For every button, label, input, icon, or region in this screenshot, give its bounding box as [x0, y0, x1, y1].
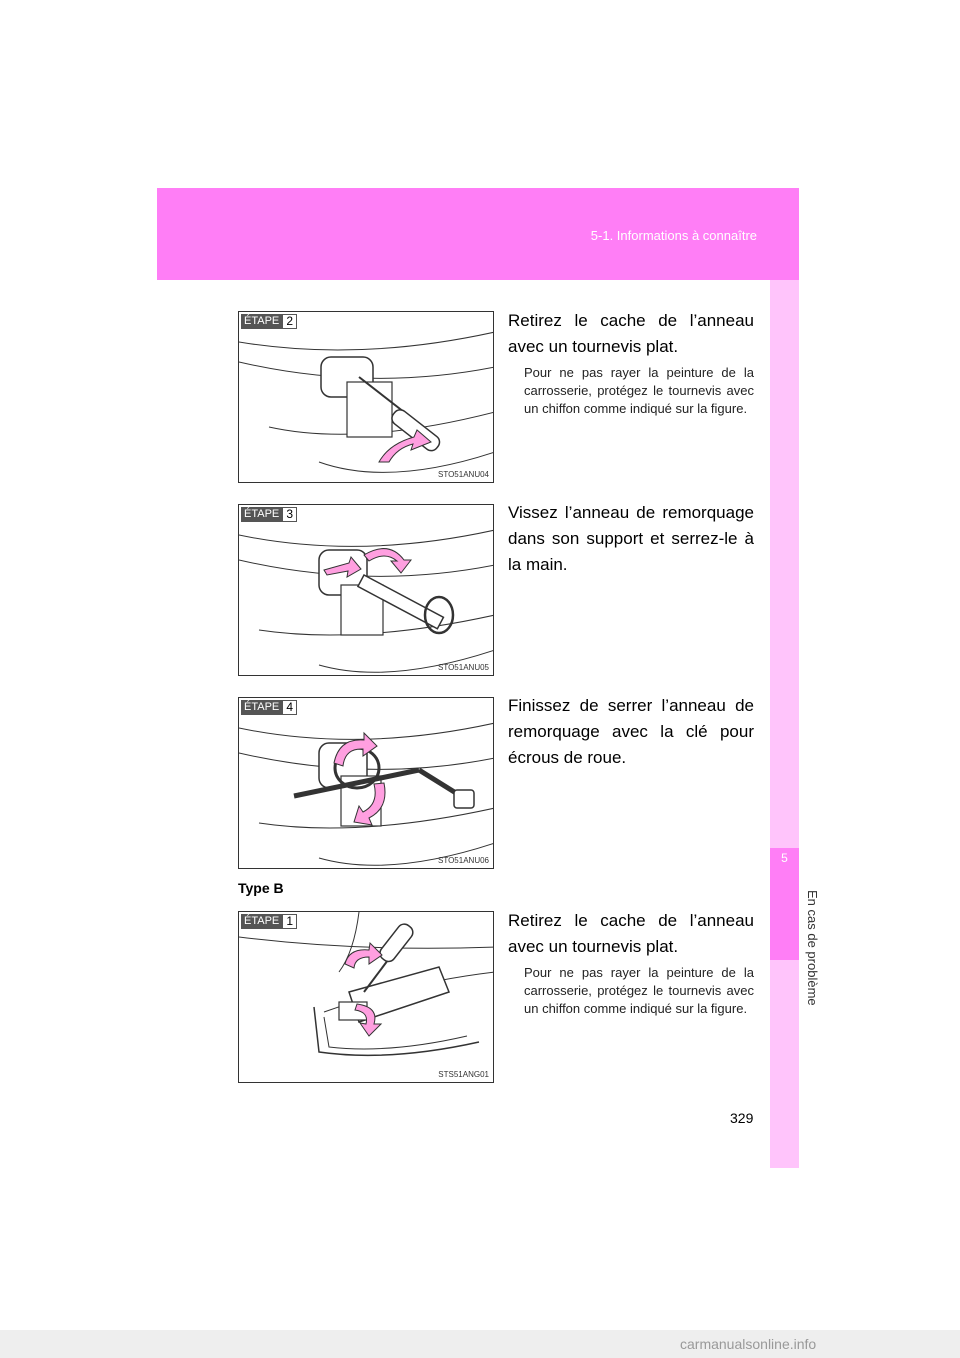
chapter-number: 5	[781, 851, 788, 865]
type-b-step-1-note: Pour ne pas rayer la peinture de la carrosserie, protégez le tournevis avec un chiffon comme indiqué sur la figure.	[524, 965, 754, 1016]
illustration-remove-cover	[239, 312, 494, 483]
step-label: ÉTAPE	[241, 314, 282, 329]
illustration-tighten-wrench	[239, 698, 494, 869]
step-badge	[241, 314, 297, 329]
watermark-link[interactable]: carmanualsonline.info	[680, 1336, 817, 1352]
illustration-type-b-remove-cover	[239, 912, 494, 1083]
step-badge	[241, 507, 297, 522]
figure-type-b-step-1	[238, 911, 494, 1083]
step-label: ÉTAPE	[241, 700, 282, 715]
step-3-instruction: Vissez l’anneau de remorquage dans son support et serrez-le à la main.	[508, 503, 754, 574]
page-header	[157, 188, 799, 280]
page-number: 329	[730, 1110, 754, 1126]
section-heading-type-b: Type B	[238, 880, 284, 896]
step-badge	[241, 914, 297, 929]
figure-code: STS51ANG01	[438, 1070, 489, 1079]
step-number: 3	[282, 507, 297, 522]
step-2-note: Pour ne pas rayer la peinture de la carrosserie, protégez le tournevis avec un chiffon comme indiqué sur la figure.	[524, 365, 754, 416]
figure-step-2	[238, 311, 494, 483]
step-label: ÉTAPE	[241, 507, 282, 522]
figure-code: STO51ANU06	[438, 856, 489, 865]
chapter-label: En cas de problème	[805, 890, 820, 1006]
section-title: 5-1. Informations à connaître	[590, 228, 757, 243]
step-4-instruction: Finissez de serrer l’anneau de remorquage avec la clé pour écrous de roue.	[508, 696, 754, 767]
illustration-screw-ring	[239, 505, 494, 676]
figure-code: STO51ANU04	[438, 470, 489, 479]
step-number: 1	[282, 914, 297, 929]
figure-code: STO51ANU05	[438, 663, 489, 672]
step-number: 4	[282, 700, 297, 715]
step-2-instruction: Retirez le cache de l’anneau avec un tournevis plat.	[508, 311, 754, 356]
figure-step-4	[238, 697, 494, 869]
step-number: 2	[282, 314, 297, 329]
type-b-step-1-instruction: Retirez le cache de l’anneau avec un tournevis plat.	[508, 911, 754, 956]
step-badge	[241, 700, 297, 715]
step-label: ÉTAPE	[241, 914, 282, 929]
figure-step-3	[238, 504, 494, 676]
